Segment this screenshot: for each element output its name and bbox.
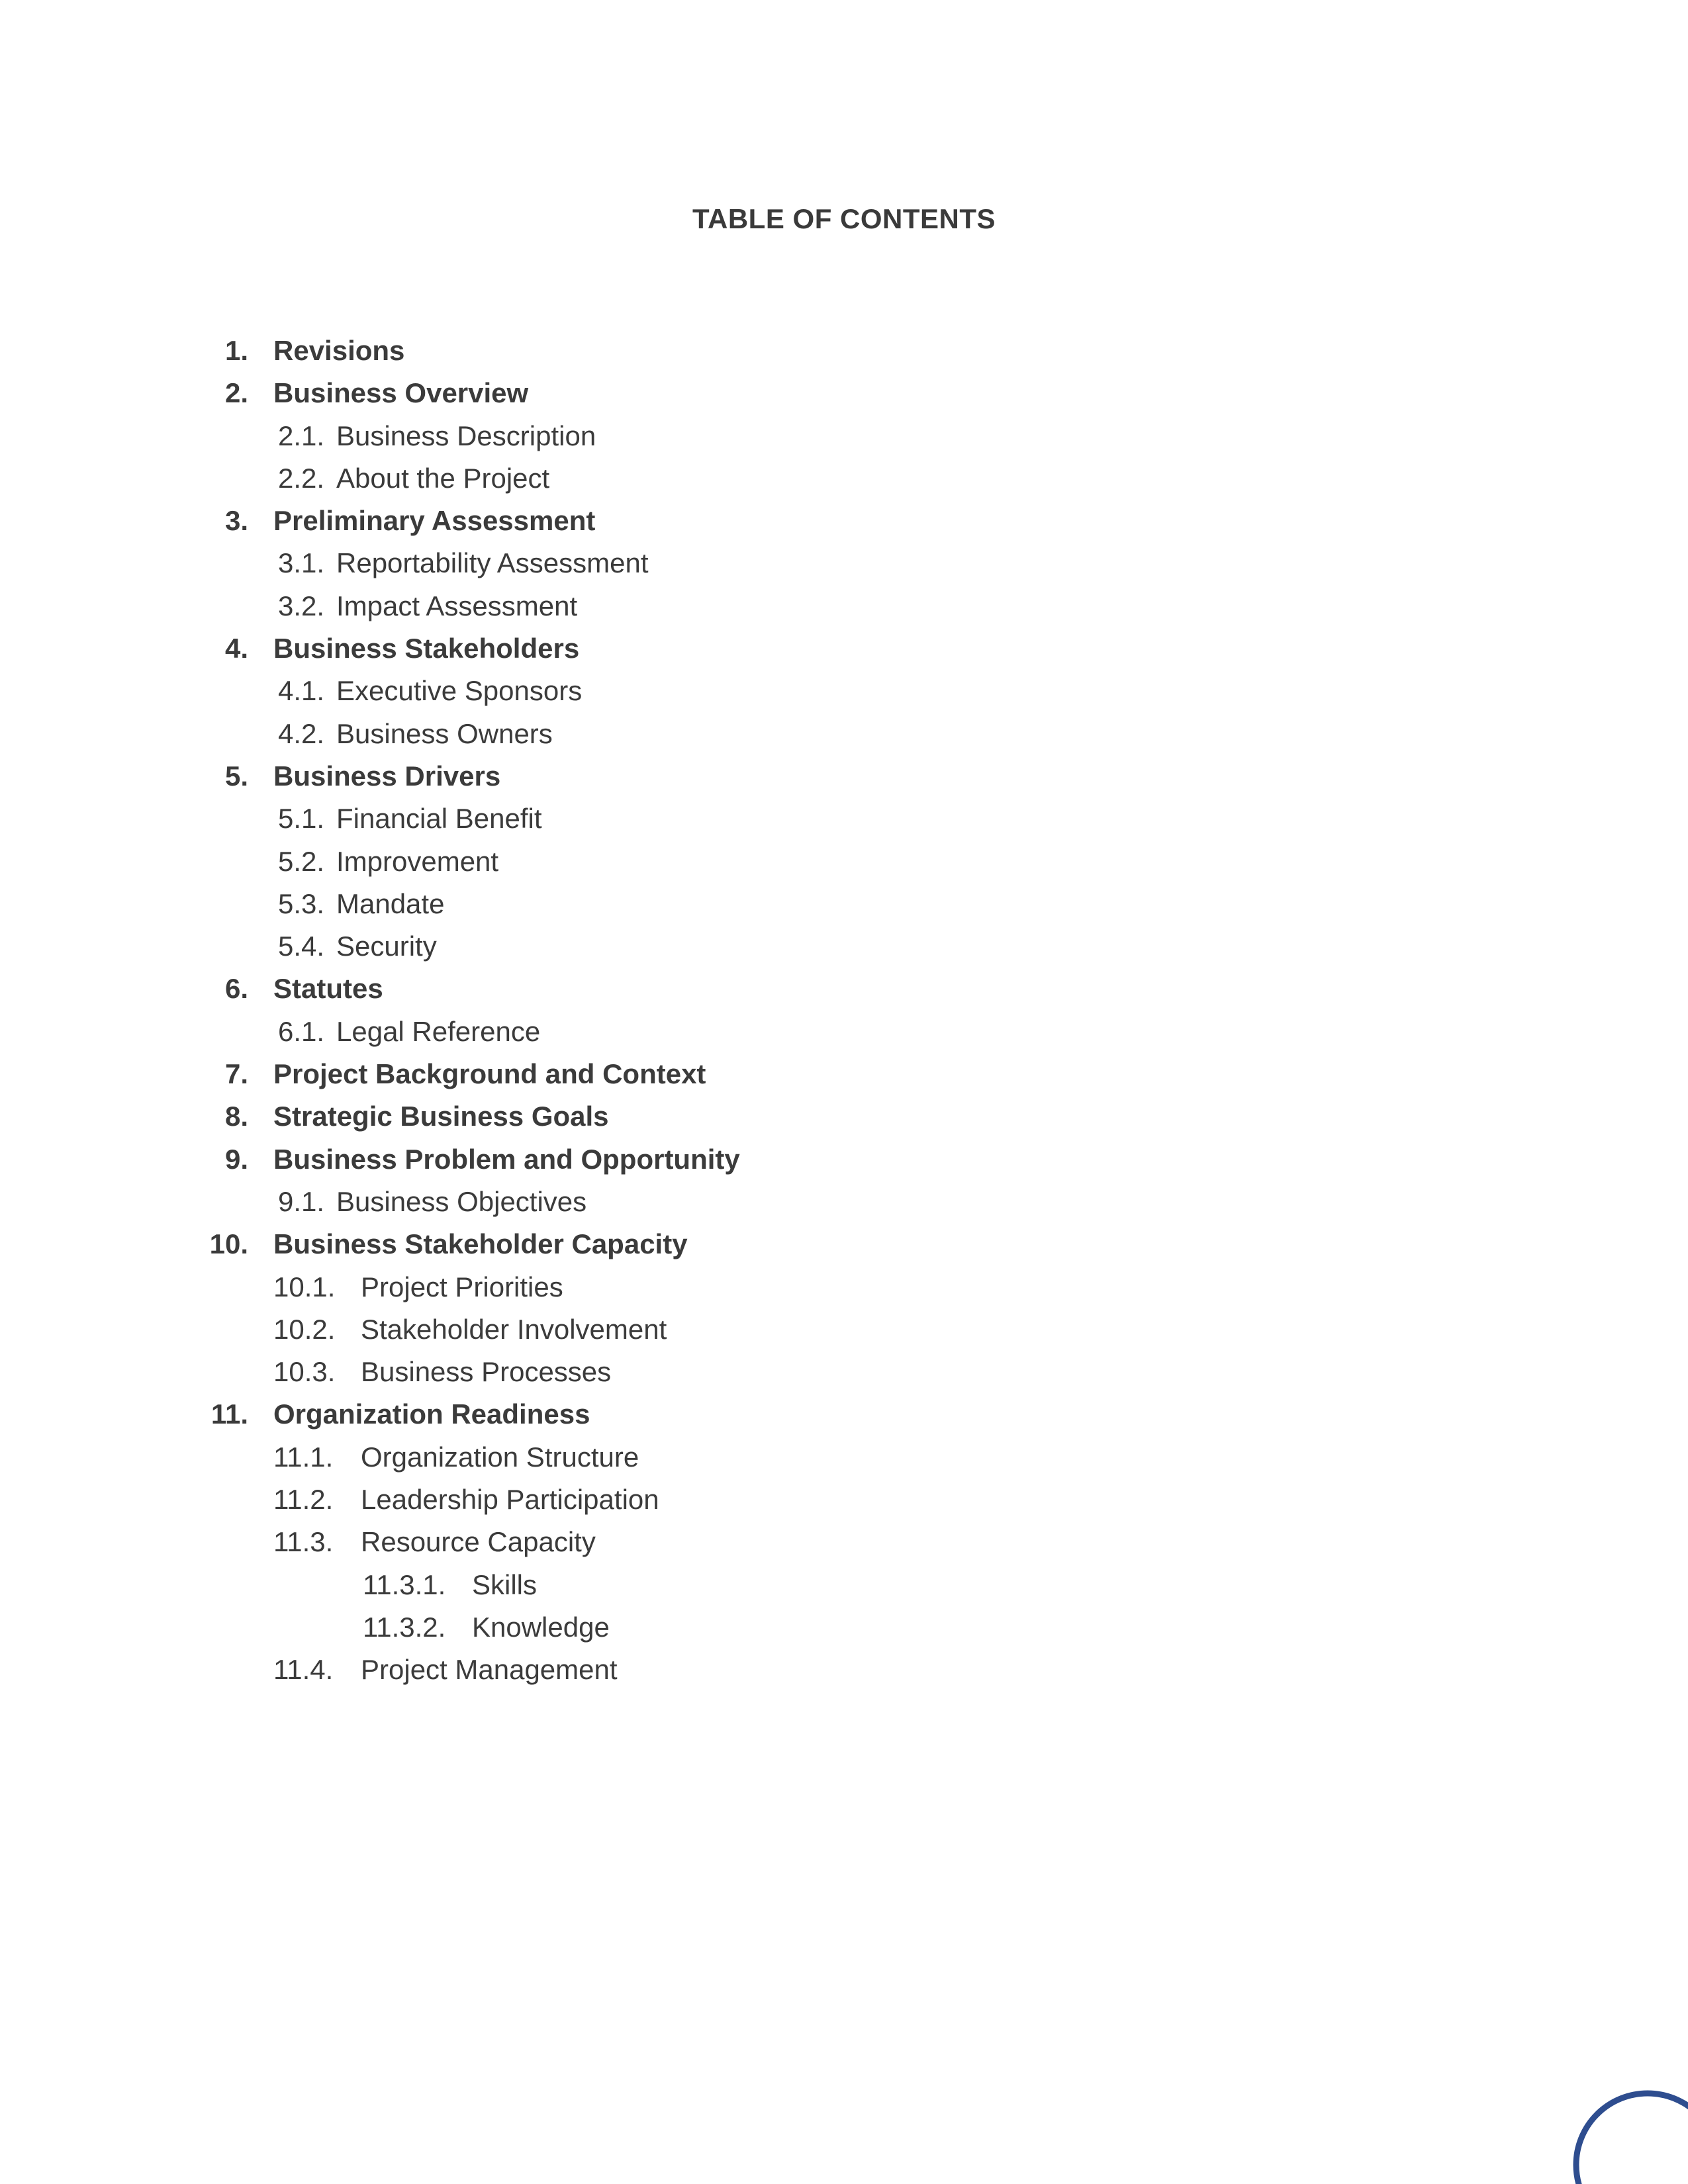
toc-entry-number: 3. (224, 505, 248, 537)
toc-entry-label: Strategic Business Goals (273, 1101, 609, 1132)
toc-entry-number: 10.3. (273, 1356, 336, 1388)
toc-entry[interactable] (0, 713, 1688, 755)
toc-entry[interactable] (0, 1351, 1688, 1393)
toc-entry-number: 11.4. (273, 1654, 334, 1686)
toc-entry-label: Knowledge (472, 1611, 610, 1643)
toc-entry[interactable] (0, 1479, 1688, 1521)
toc-entry-label: Business Problem and Opportunity (273, 1143, 740, 1175)
toc-entry-label: Business Overview (273, 377, 529, 409)
toc-entry[interactable] (0, 1393, 1688, 1435)
toc-entry-label: Revisions (273, 335, 405, 366)
toc-entry-label: Legal Reference (336, 1015, 541, 1047)
toc-entry-number: 10.2. (273, 1313, 336, 1345)
toc-entry-label: Financial Benefit (336, 803, 542, 835)
toc-entry-number: 6.1. (278, 1015, 325, 1047)
toc-entry[interactable] (0, 1095, 1688, 1138)
toc-entry[interactable] (0, 500, 1688, 542)
toc-entry-number: 8. (224, 1101, 248, 1132)
toc-entry-number: 5. (224, 760, 248, 792)
toc-entry-number: 3.2. (278, 590, 325, 621)
toc-entry-label: Project Background and Context (273, 1058, 706, 1090)
toc-entry[interactable] (0, 330, 1688, 372)
toc-entry-label: Executive Sponsors (336, 675, 583, 707)
toc-entry-number: 9.1. (278, 1185, 325, 1217)
toc-entry[interactable] (0, 457, 1688, 500)
toc-entry-label: About the Project (336, 462, 550, 494)
toc-entry-number: 11.2. (273, 1484, 334, 1516)
toc-entry[interactable] (0, 968, 1688, 1010)
table-of-contents (0, 330, 1688, 1692)
toc-entry[interactable] (0, 755, 1688, 797)
toc-entry-number: 1. (224, 335, 248, 366)
toc-entry[interactable] (0, 372, 1688, 414)
toc-entry[interactable] (0, 1649, 1688, 1691)
toc-entry-number: 4.1. (278, 675, 325, 707)
toc-entry-number: 10.1. (273, 1271, 336, 1302)
toc-entry-label: Organization Structure (361, 1441, 639, 1473)
toc-entry-label: Resource Capacity (361, 1526, 596, 1558)
toc-entry[interactable] (0, 883, 1688, 925)
toc-entry[interactable] (0, 1606, 1688, 1649)
toc-entry[interactable] (0, 1181, 1688, 1223)
toc-entry[interactable] (0, 797, 1688, 840)
toc-entry-number: 11. (211, 1398, 248, 1430)
toc-entry-label: Business Stakeholders (273, 633, 580, 664)
toc-entry[interactable] (0, 1223, 1688, 1265)
toc-entry[interactable] (0, 585, 1688, 627)
decorative-circle-icon (1571, 2089, 1688, 2184)
toc-entry-number: 2.2. (278, 462, 325, 494)
toc-entry-label: Business Objectives (336, 1185, 587, 1217)
toc-entry-label: Business Description (336, 420, 596, 451)
toc-entry-label: Business Owners (336, 717, 553, 749)
toc-entry[interactable] (0, 542, 1688, 584)
toc-entry[interactable] (0, 1053, 1688, 1095)
toc-entry-label: Mandate (336, 887, 445, 919)
toc-entry-number: 5.2. (278, 845, 325, 877)
toc-entry-label: Organization Readiness (273, 1398, 590, 1430)
toc-entry[interactable] (0, 1521, 1688, 1563)
toc-entry-number: 11.1. (273, 1441, 334, 1473)
toc-entry-label: Security (336, 931, 437, 962)
toc-entry-number: 11.3.2. (363, 1611, 446, 1643)
toc-entry-label: Skills (472, 1569, 538, 1600)
toc-entry[interactable] (0, 1266, 1688, 1308)
toc-entry-label: Business Processes (361, 1356, 612, 1388)
toc-entry-number: 3.1. (278, 547, 325, 579)
toc-entry[interactable] (0, 627, 1688, 670)
page-title: TABLE OF CONTENTS (692, 203, 996, 234)
toc-entry[interactable] (0, 841, 1688, 883)
toc-entry-label: Project Priorities (361, 1271, 563, 1302)
toc-entry-number: 5.3. (278, 887, 325, 919)
toc-entry[interactable] (0, 1564, 1688, 1606)
toc-entry[interactable] (0, 415, 1688, 457)
toc-entry-label: Preliminary Assessment (273, 505, 596, 537)
toc-entry[interactable] (0, 925, 1688, 968)
toc-entry[interactable] (0, 1011, 1688, 1053)
toc-entry-number: 9. (224, 1143, 248, 1175)
toc-entry-label: Stakeholder Involvement (361, 1313, 667, 1345)
toc-entry-number: 5.4. (278, 931, 325, 962)
toc-entry-label: Improvement (336, 845, 499, 877)
toc-entry-label: Reportability Assessment (336, 547, 649, 579)
toc-entry-label: Impact Assessment (336, 590, 578, 621)
toc-entry[interactable] (0, 670, 1688, 712)
toc-entry-number: 11.3. (273, 1526, 334, 1558)
toc-entry-label: Business Drivers (273, 760, 501, 792)
toc-entry-number: 10. (209, 1228, 248, 1260)
toc-entry-number: 5.1. (278, 803, 325, 835)
toc-entry-number: 4. (224, 633, 248, 664)
toc-entry[interactable] (0, 1436, 1688, 1479)
toc-entry-label: Business Stakeholder Capacity (273, 1228, 688, 1260)
toc-entry-number: 11.3.1. (363, 1569, 446, 1600)
toc-entry[interactable] (0, 1308, 1688, 1351)
toc-entry-label: Leadership Participation (361, 1484, 659, 1516)
toc-entry-label: Statutes (273, 973, 383, 1005)
toc-entry[interactable] (0, 1138, 1688, 1181)
toc-entry-label: Project Management (361, 1654, 618, 1686)
toc-entry-number: 2.1. (278, 420, 325, 451)
toc-entry-number: 7. (224, 1058, 248, 1090)
toc-entry-number: 6. (224, 973, 248, 1005)
toc-entry-number: 4.2. (278, 717, 325, 749)
toc-entry-number: 2. (224, 377, 248, 409)
